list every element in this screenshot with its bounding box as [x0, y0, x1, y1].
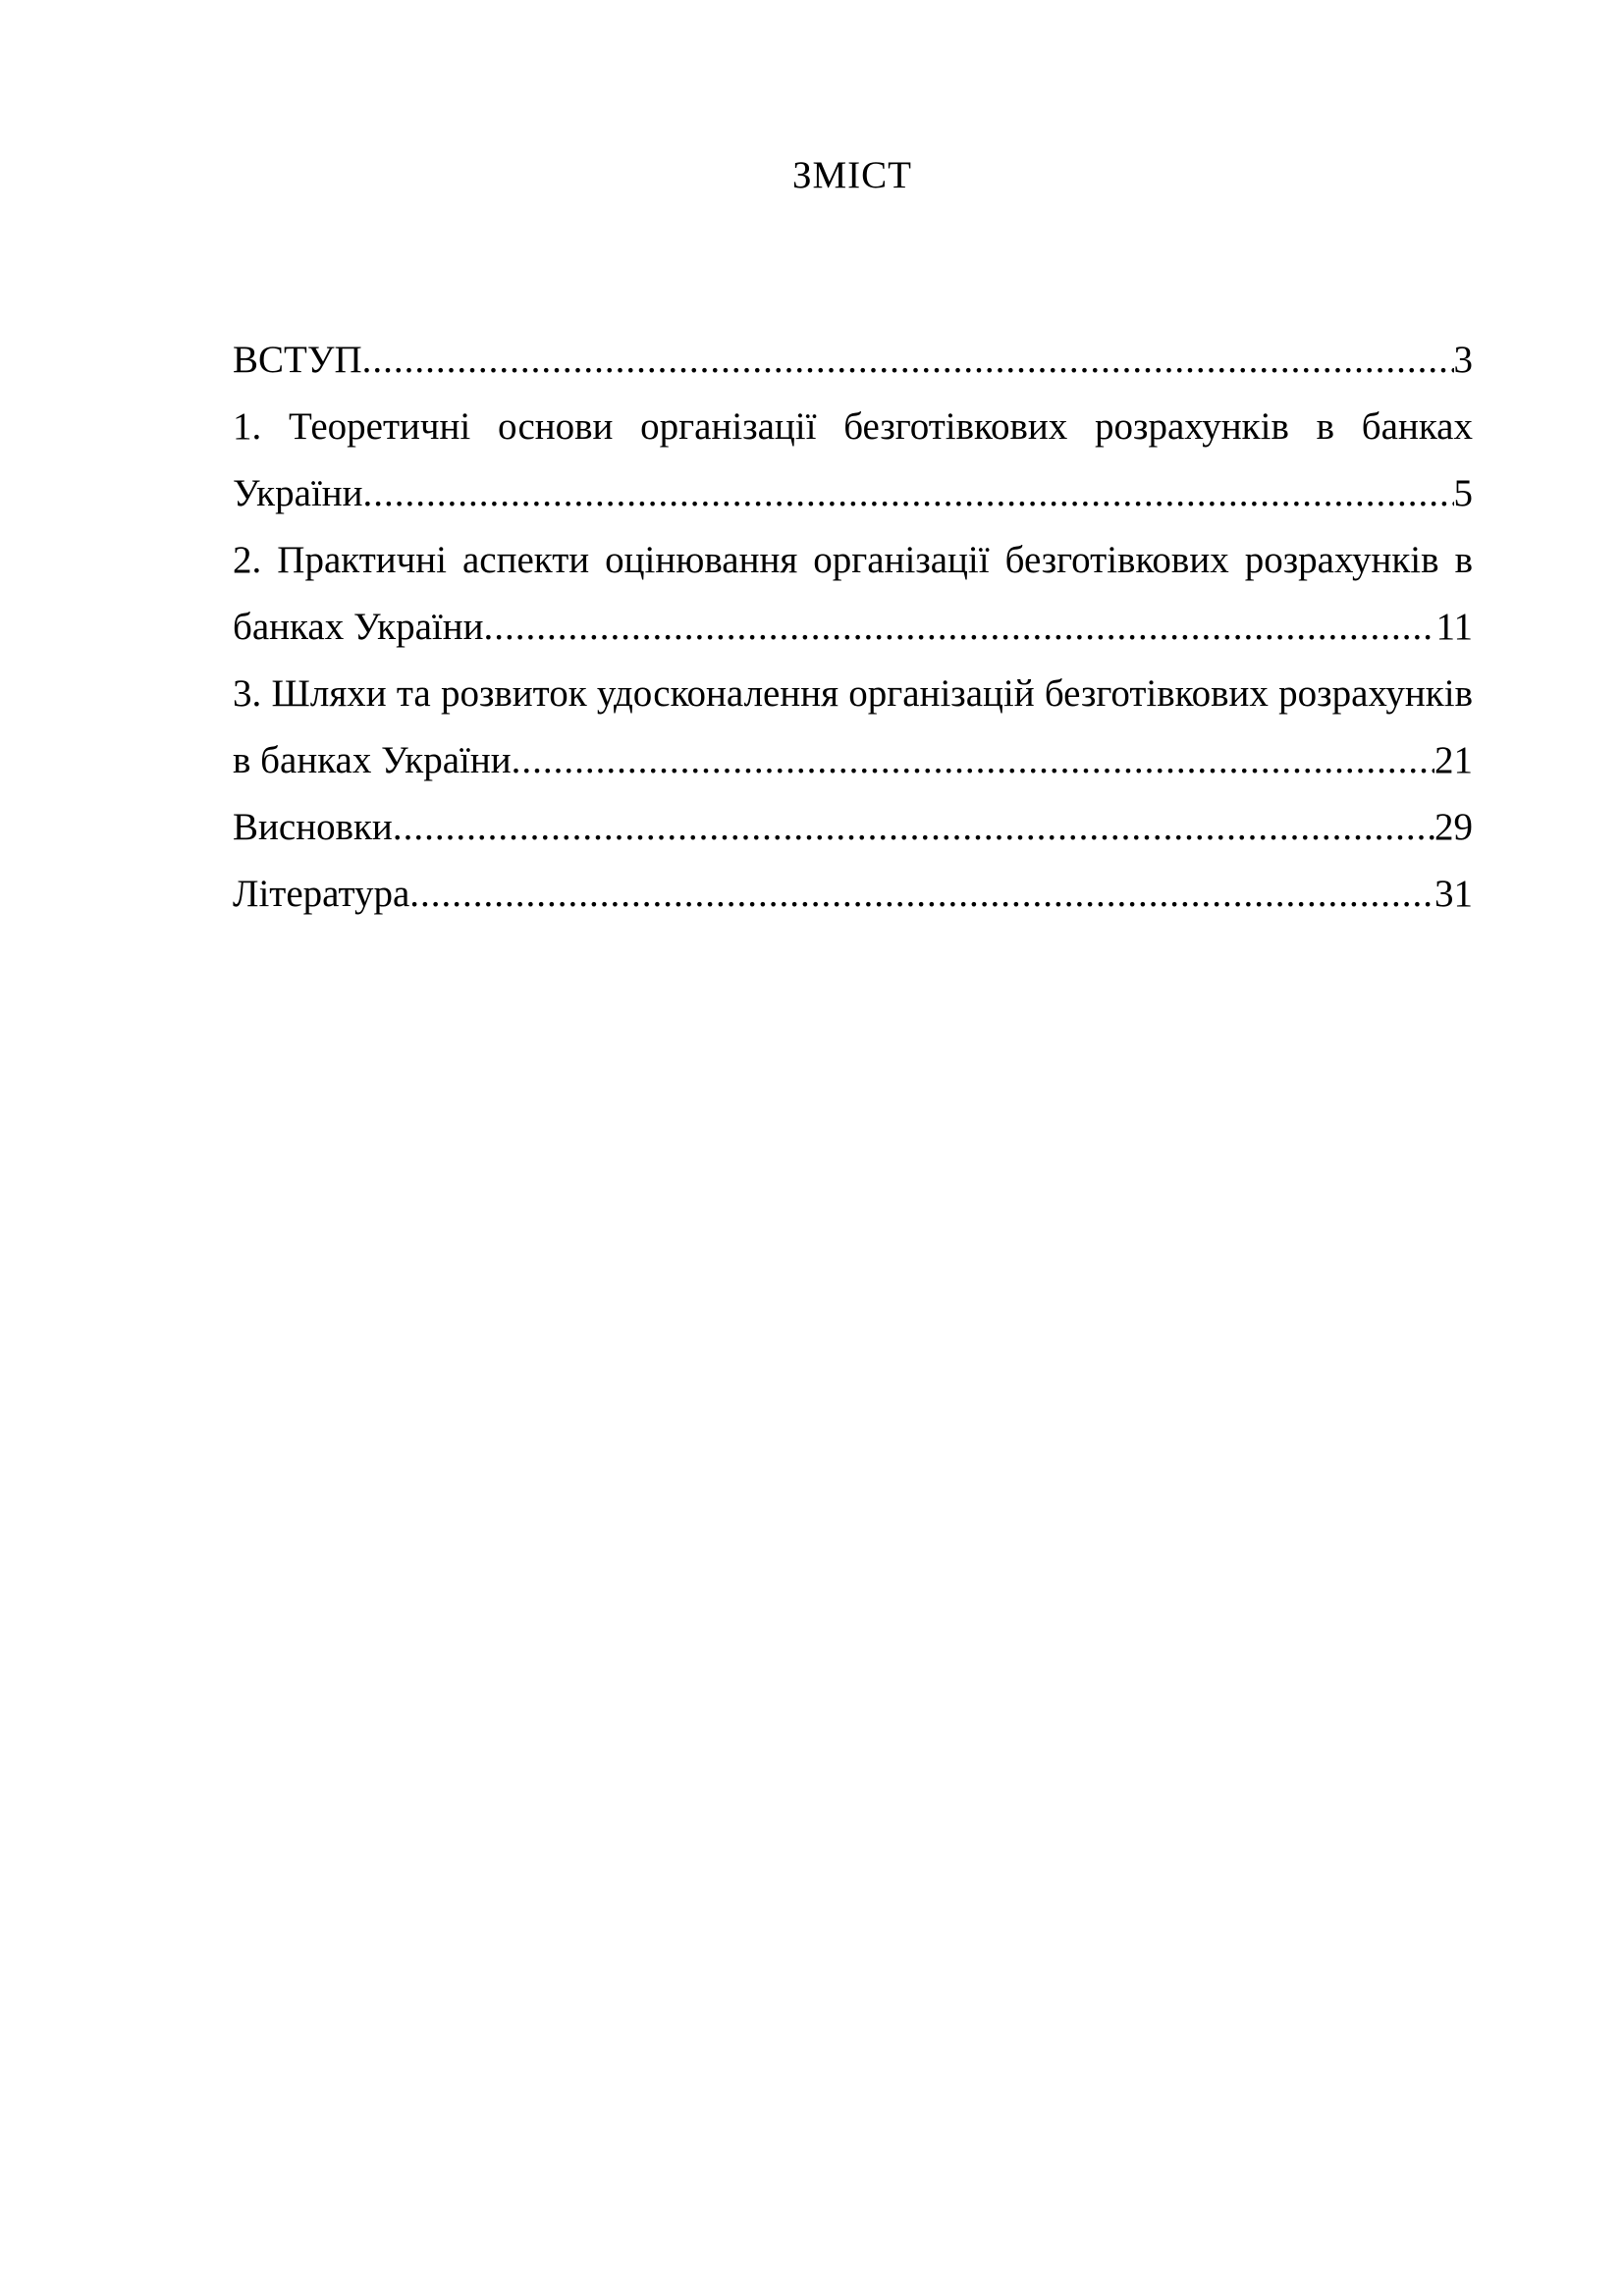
toc-entry-line	[233, 794, 1473, 861]
toc-entry-label: України	[233, 472, 363, 514]
toc-entry-label: в банках України	[233, 739, 512, 781]
dot-leader	[483, 594, 1435, 661]
toc-entry-wrapped-line: 1. Теоретичні основи організації безготівкових розрахунків в банках	[233, 405, 1473, 448]
toc-entry-wrapped-line: 2. Практичні аспекти оцінювання організації безготівкових розрахунків в	[233, 539, 1473, 581]
table-of-contents	[233, 327, 1473, 928]
dot-leader	[393, 794, 1434, 861]
toc-entry-label: банках України	[233, 606, 484, 648]
toc-entry-label: Висновки	[233, 806, 393, 848]
dot-leader	[512, 727, 1434, 794]
toc-entry-wrapped-line: 3. Шляхи та розвиток удосконалення організацій безготівкових розрахунків	[233, 672, 1473, 715]
toc-page-number: 5	[1453, 472, 1473, 514]
toc-entry-line	[233, 460, 1473, 527]
toc-entry-line	[233, 727, 1473, 794]
dot-leader	[409, 861, 1434, 928]
dot-leader	[362, 327, 1454, 394]
toc-entry-introduction[interactable]	[233, 327, 1473, 394]
toc-page-number: 29	[1434, 806, 1473, 848]
toc-page-number: 31	[1434, 873, 1473, 915]
toc-title: ЗМІСТ	[791, 154, 913, 196]
dot-leader	[363, 460, 1454, 527]
toc-entry-literature[interactable]	[233, 861, 1473, 928]
toc-entry-line	[233, 327, 1473, 394]
toc-page-number: 11	[1435, 606, 1473, 648]
toc-entry-label: Література	[233, 873, 410, 915]
toc-page-number: 3	[1453, 339, 1473, 381]
toc-entry-conclusions[interactable]	[233, 794, 1473, 861]
toc-entry-section-2[interactable]	[233, 527, 1473, 661]
toc-entry-section-3[interactable]	[233, 661, 1473, 794]
toc-page-number: 21	[1434, 739, 1473, 781]
toc-entry-label: ВСТУП	[233, 339, 362, 381]
toc-entry-line	[233, 594, 1473, 661]
toc-entry-section-1[interactable]	[233, 394, 1473, 527]
toc-entry-line	[233, 861, 1473, 928]
